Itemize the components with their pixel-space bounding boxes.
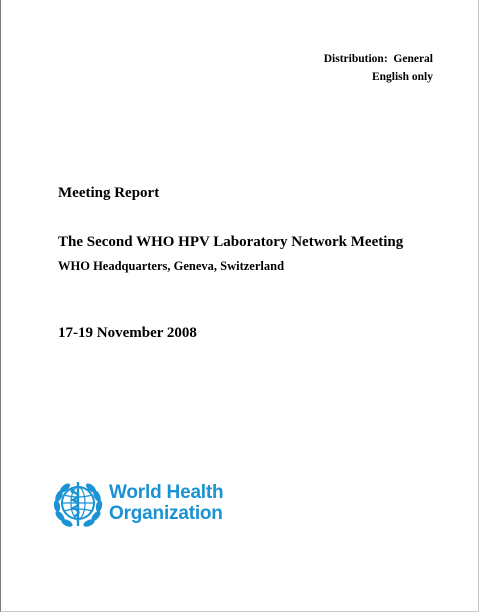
- meeting-title: The Second WHO HPV Laboratory Network Meeting: [58, 234, 404, 250]
- who-logo: [51, 476, 223, 530]
- language-label: English only: [371, 71, 433, 83]
- meeting-dates: 17-19 November 2008: [58, 325, 197, 341]
- distribution-block: [324, 50, 433, 86]
- meeting-location: WHO Headquarters, Geneva, Switzerland: [58, 259, 285, 273]
- wordmark-line-1: World Health: [109, 482, 224, 503]
- distribution-label: Distribution: General: [323, 53, 433, 65]
- report-type-label: Meeting Report: [58, 185, 160, 201]
- wordmark-line-2: Organization: [109, 503, 223, 524]
- who-wordmark: [109, 482, 223, 524]
- who-emblem-icon: [51, 476, 105, 530]
